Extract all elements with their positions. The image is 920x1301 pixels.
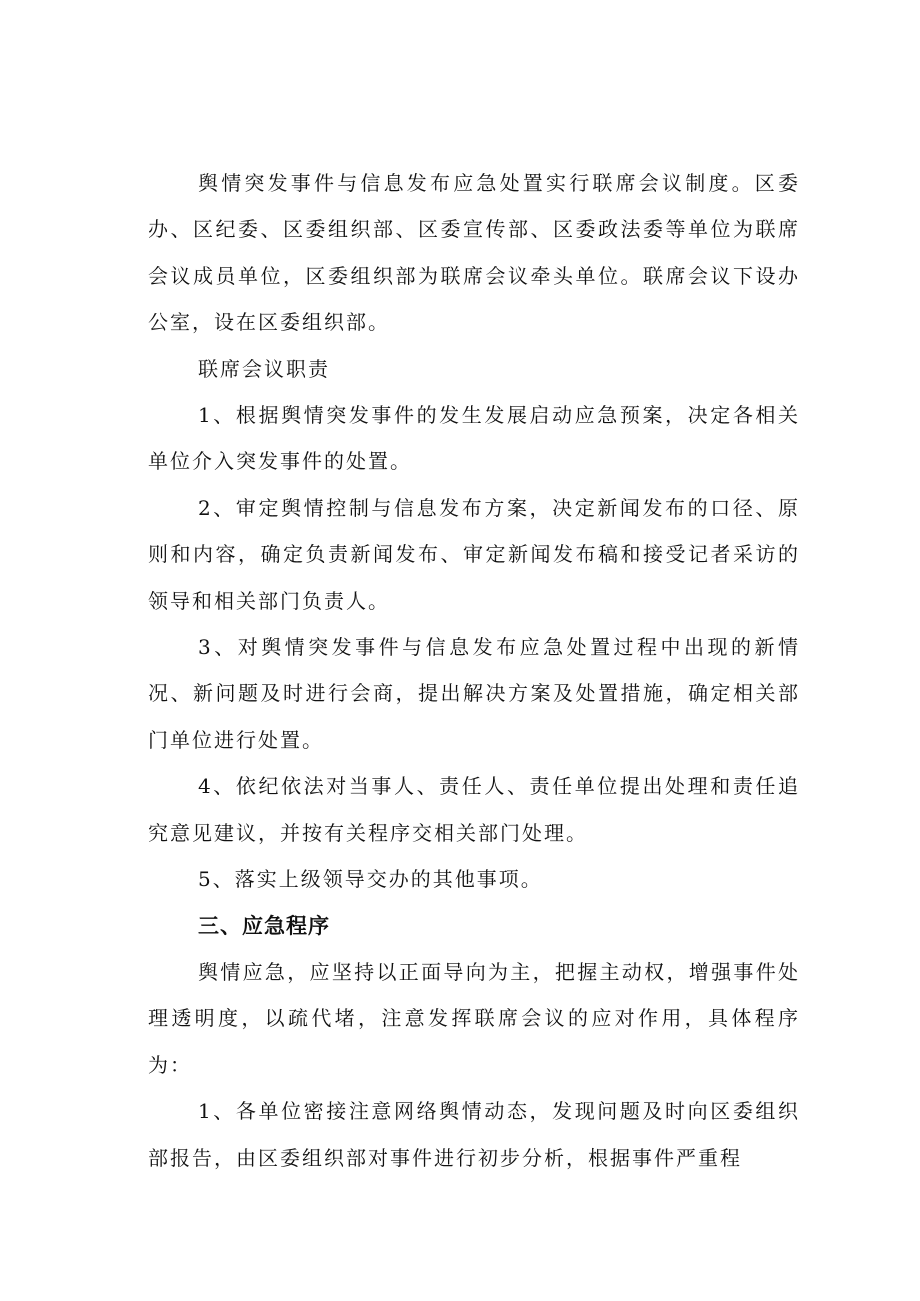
document-body: [148, 160, 800, 1181]
paragraph-duty-2: 2、审定舆情控制与信息发布方案，决定新闻发布的口径、原则和内容，确定负责新闻发布、审定新闻发布稿和接受记者采访的领导和相关部门负责人。: [148, 495, 800, 613]
paragraph-duty-3: 3、对舆情突发事件与信息发布应急处置过程中出现的新情况、新问题及时进行会商，提出解决方案及处置措施，确定相关部门单位进行处置。: [148, 635, 800, 752]
section-heading: 三、应急程序: [198, 913, 330, 938]
paragraph-procedure-1: 1、各单位密接注意网络舆情动态，发现问题及时向区委组织部报告，由区委组织部对事件进行初步分析，根据事件严重程: [148, 1099, 800, 1170]
paragraph-duty-5: 5、落实上级领导交办的其他事项。: [198, 867, 543, 892]
paragraph-duty-4: 4、依纪依法对当事人、责任人、责任单位提出处理和责任追究意见建议，并按有关程序交相关部门处理。: [148, 774, 800, 845]
paragraph-duties-heading: 联席会议职责: [198, 356, 330, 381]
paragraph-meeting-system: 舆情突发事件与信息发布应急处置实行联席会议制度。区委办、区纪委、区委组织部、区委宣传部、区委政法委等单位为联席会议成员单位，区委组织部为联席会议牵头单位。联席会议下设办公室，设在区委组织部。: [148, 171, 800, 335]
paragraph-procedure-intro: 舆情应急，应坚持以正面导向为主，把握主动权，增强事件处理透明度，以疏代堵，注意发挥联席会议的应对作用，具体程序为：: [148, 959, 800, 1077]
paragraph-duty-1: 1、根据舆情突发事件的发生发展启动应急预案，决定各相关单位介入突发事件的处置。: [148, 403, 800, 474]
